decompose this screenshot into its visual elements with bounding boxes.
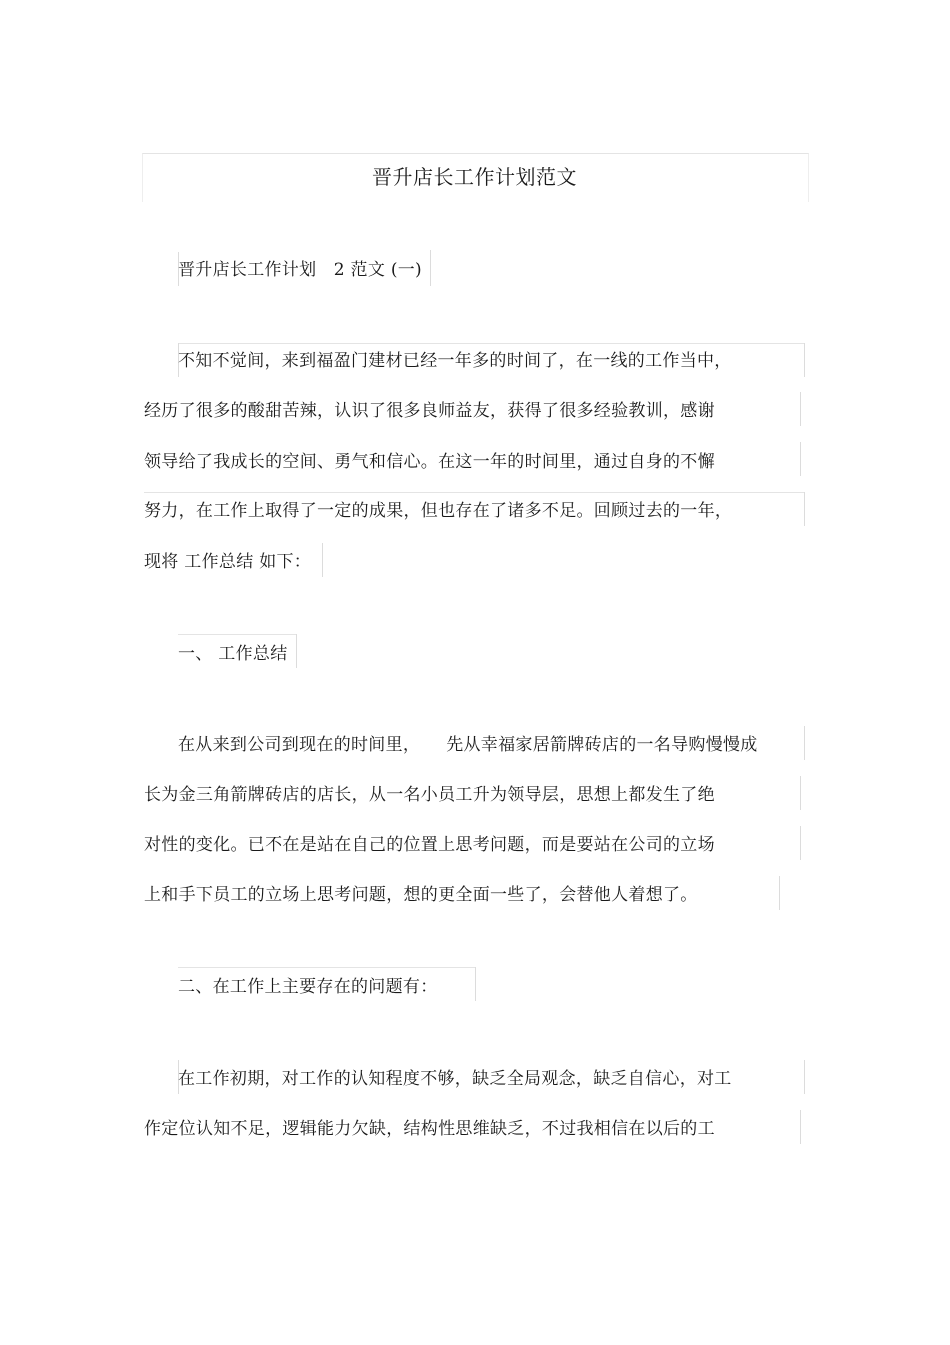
frame-rule [178, 967, 475, 968]
frame-rule [779, 876, 780, 910]
section-heading: 二、在工作上主要存在的问题有： [178, 977, 438, 997]
frame-rule [144, 492, 804, 493]
frame-rule [475, 967, 476, 1001]
frame-rule [178, 634, 296, 635]
frame-rule [804, 726, 805, 760]
paragraph-1-line: 领导给了我成长的空间、勇气和信心。在这一年的时间里，通过自身的不懈 [144, 452, 715, 472]
frame-rule [800, 1110, 801, 1144]
document-title: 晋升店长工作计划范文 [372, 165, 577, 189]
frame-rule [178, 343, 805, 344]
frame-rule [804, 492, 805, 526]
paragraph-1-line: 经历了很多的酸甜苦辣，认识了很多良师益友，获得了很多经验教训，感谢 [144, 401, 715, 421]
section-heading: 一、 工作总结 [178, 644, 288, 664]
paragraph-2-line-start: 在从来到公司到现在的时间里， [178, 735, 421, 755]
frame-rule [296, 634, 297, 668]
paragraph-3-line: 在工作初期，对工作的认知程度不够，缺乏全局观念，缺乏自信心，对工 [178, 1069, 732, 1089]
paragraph-2-line: 上和手下员工的立场上思考问题，想的更全面一些了，会替他人着想了。 [144, 885, 698, 905]
paragraph-1-line: 不知不觉间，来到福盈门建材已经一年多的时间了，在一线的工作当中， [178, 351, 732, 371]
frame-rule [804, 343, 805, 377]
frame-rule [800, 826, 801, 860]
frame-rule [322, 543, 323, 577]
frame-rule [800, 776, 801, 810]
paragraph-1-line: 现将 工作总结 如下： [144, 552, 312, 572]
paragraph-3-line: 作定位认知不足，逻辑能力欠缺，结构性思维缺乏，不过我相信在以后的工 [144, 1119, 715, 1139]
frame-rule [800, 442, 801, 476]
paragraph-2-line-end: 先从幸福家居箭牌砖店的一名导购慢慢成 [446, 735, 758, 755]
frame-rule [430, 250, 431, 286]
paragraph-2-line [178, 734, 758, 756]
paragraph-1-line: 努力，在工作上取得了一定的成果，但也存在了诸多不足。回顾过去的一年， [144, 501, 733, 521]
frame-rule [800, 392, 801, 426]
document-subtitle: 晋升店长工作计划 2 范文 (一) [178, 260, 422, 280]
paragraph-2-line: 长为金三角箭牌砖店的店长，从一名小员工升为领导层，思想上都发生了绝 [144, 785, 715, 805]
paragraph-2-line: 对性的变化。已不在是站在自己的位置上思考问题，而是要站在公司的立场 [144, 835, 715, 855]
frame-rule [804, 1060, 805, 1094]
